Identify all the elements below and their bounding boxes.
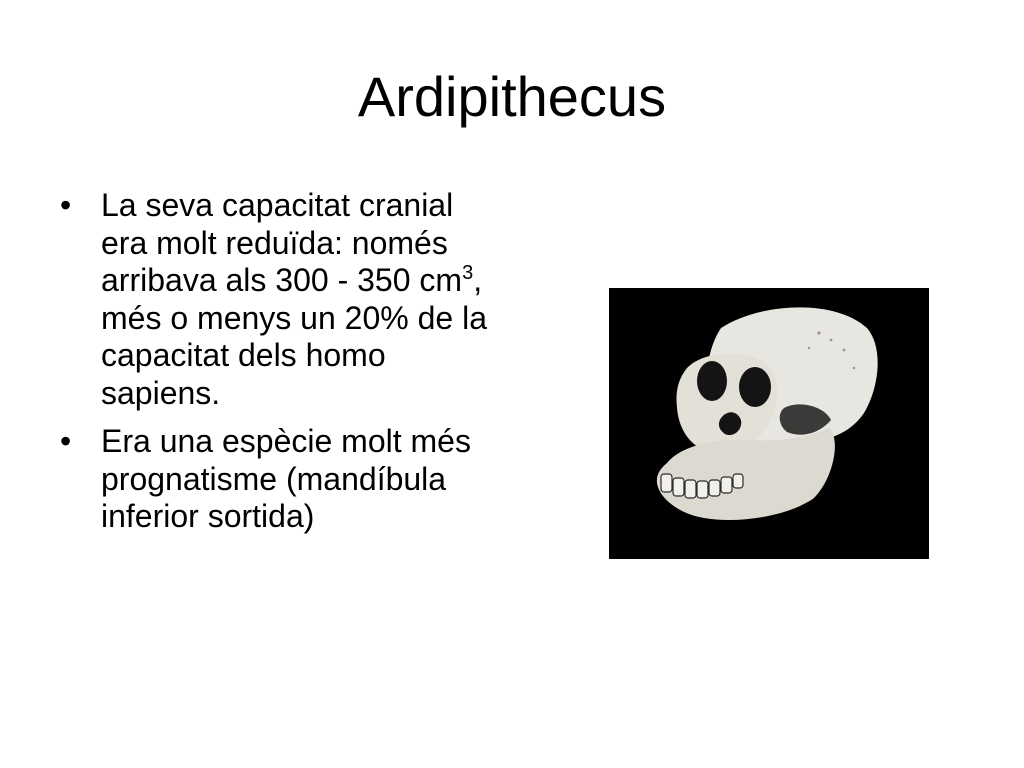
skull-illustration	[609, 288, 929, 559]
bullet-item	[58, 187, 498, 412]
bullet-text: Era una espècie molt més prognatisme (mandíbula inferior sortida)	[101, 423, 471, 534]
superscript-exponent: 3	[462, 262, 474, 284]
bullet-item	[58, 423, 498, 536]
skull-eye-socket-left	[697, 361, 727, 401]
skull-eye-socket-right	[739, 367, 771, 407]
skull-image	[609, 288, 929, 559]
slide-title: Ardipithecus	[357, 65, 667, 128]
bullet-list	[58, 187, 498, 547]
bullet-text	[101, 187, 487, 411]
bullet-text-part: , més o menys un 20% de la capacitat dels homo sapiens.	[101, 262, 487, 411]
bullet-mark: •	[60, 187, 72, 223]
bullet-text-part: La seva capacitat cranial era molt reduïda: només arribava als 300 - 350 cm	[101, 187, 463, 298]
bullet-mark: •	[60, 423, 72, 459]
